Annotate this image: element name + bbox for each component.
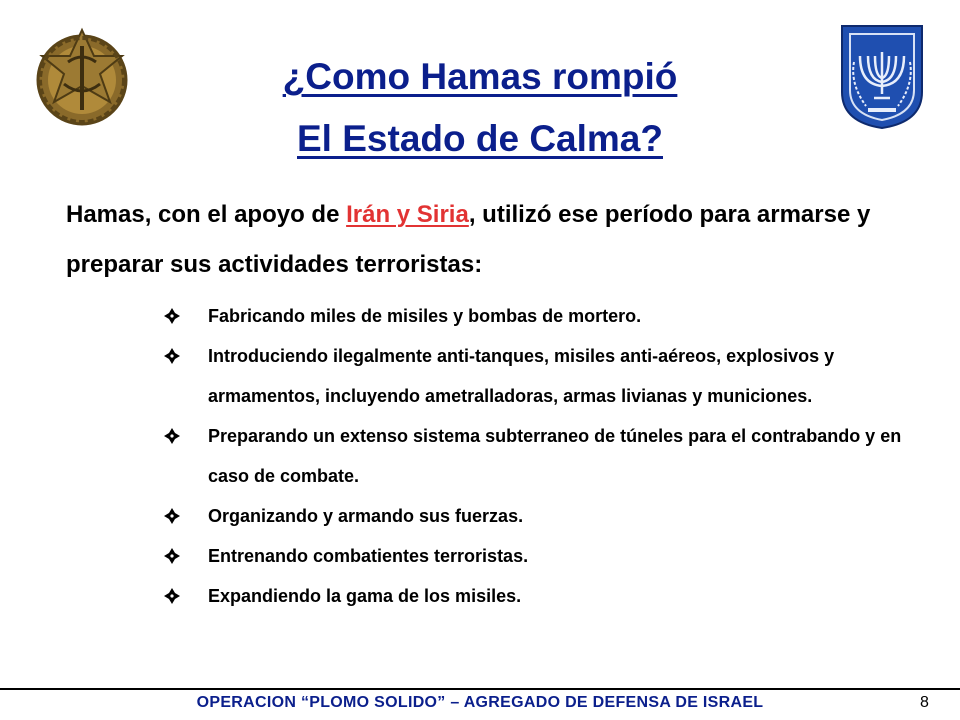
bullet-list [160, 296, 920, 616]
diamond-bullet-icon [164, 308, 180, 324]
list-item-text: Entrenando combatientes terroristas. [208, 546, 529, 566]
page-title-line-2: El Estado de Calma? [297, 118, 663, 159]
list-item [160, 416, 920, 496]
diamond-bullet-icon [164, 428, 180, 444]
list-item [160, 336, 920, 416]
page-number: 8 [920, 694, 929, 711]
diamond-bullet-icon [164, 348, 180, 364]
list-item [160, 576, 920, 616]
list-item-text: Organizando y armando sus fuerzas. [208, 506, 524, 526]
intro-text-after: , utilizó ese período para armarse y preparar sus actividades terroristas: [66, 201, 871, 278]
list-item-text: Preparando un extenso sistema subterraneo de túneles para el contrabando y en caso de combate. [208, 426, 902, 486]
diamond-bullet-icon [164, 508, 180, 524]
footer-text: OPERACION “PLOMO SOLIDO” – AGREGADO DE DEFENSA DE ISRAEL [196, 694, 764, 711]
page-title-line-1: ¿Como Hamas rompió [282, 56, 678, 97]
list-item [160, 296, 920, 336]
list-item [160, 496, 920, 536]
footer-divider [0, 688, 960, 690]
intro-text-before: Hamas, con el apoyo de [66, 201, 347, 228]
list-item-text: Fabricando miles de misiles y bombas de mortero. [208, 306, 642, 326]
diamond-bullet-icon [164, 588, 180, 604]
intro-paragraph [66, 190, 926, 290]
intro-highlight: Irán y Siria [346, 201, 469, 228]
list-item-text: Expandiendo la gama de los misiles. [208, 586, 522, 606]
diamond-bullet-icon [164, 548, 180, 564]
list-item-text: Introduciendo ilegalmente anti-tanques, misiles anti-aéreos, explosivos y armamentos, incluyendo ametralladoras, armas livianas y municiones. [208, 346, 835, 406]
list-item [160, 536, 920, 576]
